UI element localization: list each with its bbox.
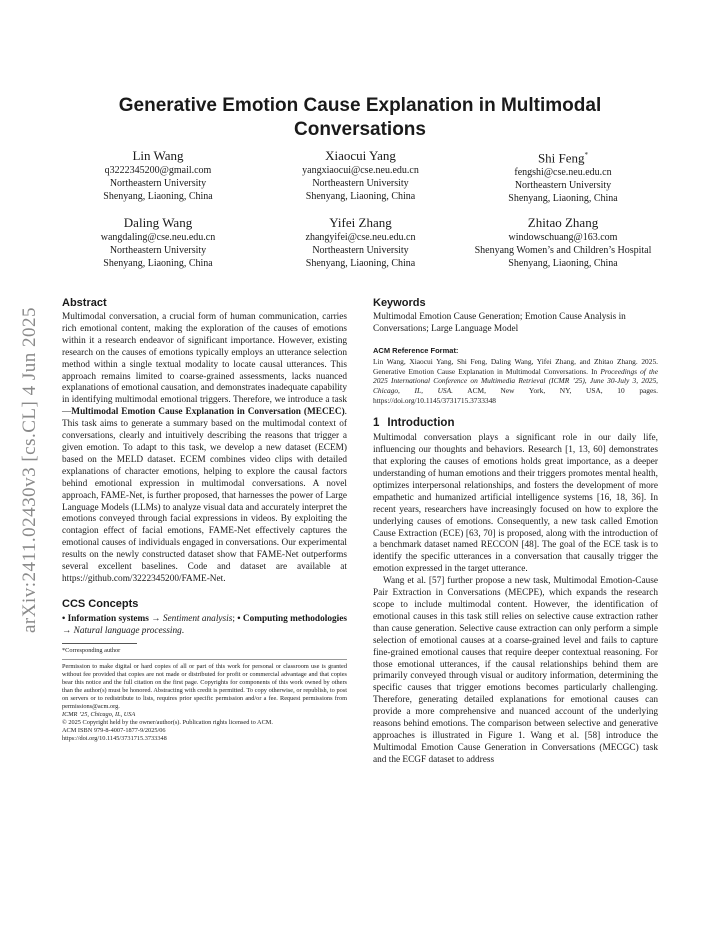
author-name: Zhitao Zhang	[527, 215, 599, 231]
intro-paragraph-1: Multimodal conversation plays a significant role in our daily life, influencing our thoughts and behaviors. Research [1, 13, 60] demonstrates that exploring the causes of emotions holds great importance, as a deeper understanding of human emotions and their triggers promotes mental health, optimizes interpersonal relationships, and fosters the development of more empathetic and humanized artificial intelligence systems [16, 18, 36]. In recent years, researchers have increasingly focused on how to explore the underlying causes of emotions. Consequently, a new task called Emotion Cause Extraction (ECE) [63, 70] is proposed, along with the introduction of a benchmark dataset named RECCON [48]. The goal of the ECE task is to identify the specific utterances in a conversation that causally trigger the emotion expressed in the target utterance.	[373, 433, 658, 575]
acm-reference-pre: Lin Wang, Xiaocui Yang, Shi Feng, Daling Wang, Yifei Zhang, and Zhitao Zhang. 2025. Generative Emotion Cause Explanation in Multimodal Conversations. In	[373, 356, 658, 376]
ccs-arrow: →	[148, 613, 163, 624]
abstract-text	[62, 312, 347, 586]
author-name: Lin Wang	[132, 148, 184, 163]
isbn-line: ACM ISBN 979-8-4007-1877-9/2025/06	[62, 726, 166, 734]
acm-reference-proceedings: Proceedings of the 2025 International Conference on Multimedia Retrieval (ICMR ’25), June 30-July 3, 2025, Chicago, IL, USA.	[373, 366, 658, 395]
permission-divider	[62, 659, 347, 660]
intro-paragraph-2: Wang et al. [57] further propose a new task, Multimodal Emotion-Cause Pair Extraction in Conversations (MECPE), which expands the research scope to include multimodal content. However, the identification of emotional causes in this task still relies on selective cause extraction rather than cause generation. Selective cause extraction can only perform a simple selection of emotional causes at a coarse-grained level and fails to capture fine-grained emotional causes that require deeper contextual reasoning. For those emotional utterances, if the causal relationships behind them are primarily conveyed through visual or auditory information, determining the specific causes that trigger emotions becomes particularly challenging. Therefore, generating detailed explanations for emotional causes can provide a more comprehensive and nuanced account of the underlying reasons behind emotions. The comparison between selective and generative approaches is illustrated in Figure 1. Wang et al. [58] introduce the Multimodal Emotion Cause Generation in Conversations (MECGC) task and the ECGF dataset to address	[373, 576, 658, 765]
ccs-separator: ;	[232, 613, 238, 624]
author-row-1	[63, 147, 658, 205]
paper-title: Generative Emotion Cause Explanation in Multimodal Conversations	[118, 95, 602, 140]
author-affiliation: Northeastern University	[312, 178, 409, 189]
author-email: zhangyifei@cse.neu.edu.cn	[305, 232, 416, 244]
right-column	[373, 297, 658, 767]
conference-venue: ICMR ’25, Chicago, IL, USA	[62, 710, 136, 718]
author-row-2	[63, 214, 658, 270]
section-number: 1	[373, 417, 380, 430]
arxiv-identifier	[6, 270, 54, 670]
copyright-line: © 2025 Copyright held by the owner/author(s). Publication rights licensed to ACM.	[62, 718, 273, 726]
author-card	[266, 147, 456, 205]
ccs-end: .	[181, 625, 185, 636]
author-card	[63, 214, 253, 270]
author-block	[63, 147, 658, 279]
author-email: q3222345200@gmail.com	[104, 165, 212, 176]
author-name: Daling Wang	[123, 215, 193, 231]
author-location: Shenyang, Liaoning, China	[508, 193, 618, 205]
ccs-category-1: • Information systems	[62, 613, 149, 624]
acm-reference-text	[373, 357, 658, 406]
author-affiliation: Shenyang Women’s and Children’s Hospital	[474, 245, 652, 257]
doi-link[interactable]: https://doi.org/10.1145/3731715.3733348	[62, 734, 167, 742]
author-location: Shenyang, Liaoning, China	[103, 258, 213, 270]
task-name: Multimodal Emotion Cause Explanation in Conversation (MECEC)	[71, 407, 345, 418]
corresponding-author-mark: *	[584, 151, 589, 159]
section-title: Introduction	[387, 417, 455, 430]
footnote-divider	[62, 643, 137, 644]
author-location: Shenyang, Liaoning, China	[508, 258, 618, 270]
author-location: Shenyang, Liaoning, China	[305, 191, 416, 202]
keywords-heading: Keywords	[373, 297, 426, 309]
author-name: Xiaocui Yang	[325, 148, 396, 163]
arxiv-id-text: arXiv:2411.02430v3 [cs.CL] 4 Jun 2025	[19, 307, 40, 633]
author-email: windowschuang@163.com	[508, 232, 618, 244]
author-email: yangxiaocui@cse.neu.edu.cn	[302, 165, 419, 176]
author-name: Yifei Zhang	[329, 215, 392, 231]
ccs-concepts	[62, 613, 347, 637]
permission-block	[62, 663, 347, 743]
permission-text: Permission to make digital or hard copies of all or part of this work for personal or classroom use is granted without fee provided that copies are not made or distributed for profit or commercial advantage and that copies bear this notice and the full citation on the first page. Copyrights for components of this work owned by others than the author(s) must be honored. Abstracting with credit is permitted. To copy otherwise, or republish, to post on servers or to redistribute to lists, requires prior specific permission and/or a fee. Request permissions from permissions@acm.org.	[62, 662, 347, 710]
author-card	[63, 147, 253, 205]
author-email: fengshi@cse.neu.edu.cn	[514, 167, 612, 179]
author-affiliation: Northeastern University	[109, 178, 207, 189]
acm-reference-label: ACM Reference Format:	[373, 345, 459, 355]
keywords-text: Multimodal Emotion Cause Generation; Emotion Cause Analysis in Conversations; Large Language Model	[373, 312, 626, 334]
author-name: Shi Feng	[537, 150, 585, 166]
author-card	[266, 214, 456, 270]
left-column	[62, 297, 347, 743]
abstract-heading: Abstract	[62, 297, 107, 309]
ccs-heading: CCS Concepts	[62, 597, 139, 610]
author-location: Shenyang, Liaoning, China	[103, 191, 213, 202]
author-name-row	[468, 147, 658, 166]
author-affiliation: Northeastern University	[514, 180, 612, 192]
introduction-heading	[373, 417, 658, 429]
author-email: wangdaling@cse.neu.edu.cn	[100, 232, 216, 244]
ccs-category-2: • Computing methodologies	[237, 613, 347, 624]
author-location: Shenyang, Liaoning, China	[305, 258, 416, 270]
abstract-part-2: . This task aims to generate a summary based on the multimodal context of conversations, clearly and intuitively describing the reasons that trigger a given emotion. To adapt to this task, we develop a new dataset (ECEM) based on the MELD dataset. ECEM combines video clips with detailed explanations of character emotions, helping to explore the causal factors behind emotional expression in multimodal conversations. A novel approach, FAME-Net, is further proposed, that harnesses the power of Large Language Models (LLMs) to analyze visual data and accurately interpret the emotions conveyed through facial expressions in videos. By exploiting the contagion effect of facial emotions, FAME-Net effectively captures the emotional causes of individuals engaged in conversations. Our experimental results on the newly constructed dataset show that FAME-Net outperforms several excellent baselines. Code and dataset are available at https://github.com/3222345200/FAME-Net.	[62, 407, 347, 584]
acm-reference-post: ACM, New York, NY, USA, 10 pages. https://doi.org/10.1145/3731715.3733348	[373, 385, 658, 405]
ccs-subcategory-1: Sentiment analysis	[162, 613, 233, 624]
author-affiliation: Northeastern University	[109, 245, 207, 257]
corresponding-author-note: *Corresponding author	[62, 646, 121, 654]
author-card	[468, 214, 658, 270]
ccs-arrow: →	[62, 625, 74, 636]
ccs-subcategory-2: Natural language processing	[73, 625, 182, 636]
abstract-part-1: Multimodal conversation, a crucial form of human communication, carries rich emotional content, making the exploration of the causes of emotions within it a research endeavor of significant importance. However, existing research on the causes of emotions typically employs an utterance selection method within a single textual modality to locate causal utterances. This approach remains limited to coarse-grained assessments, lacks nuanced explanations of emotional causation, and demonstrates inadequate capability in identifying multimodal emotional triggers. Therefore, we introduce a task—	[62, 312, 348, 418]
author-affiliation: Northeastern University	[312, 245, 409, 257]
author-card	[468, 147, 658, 205]
